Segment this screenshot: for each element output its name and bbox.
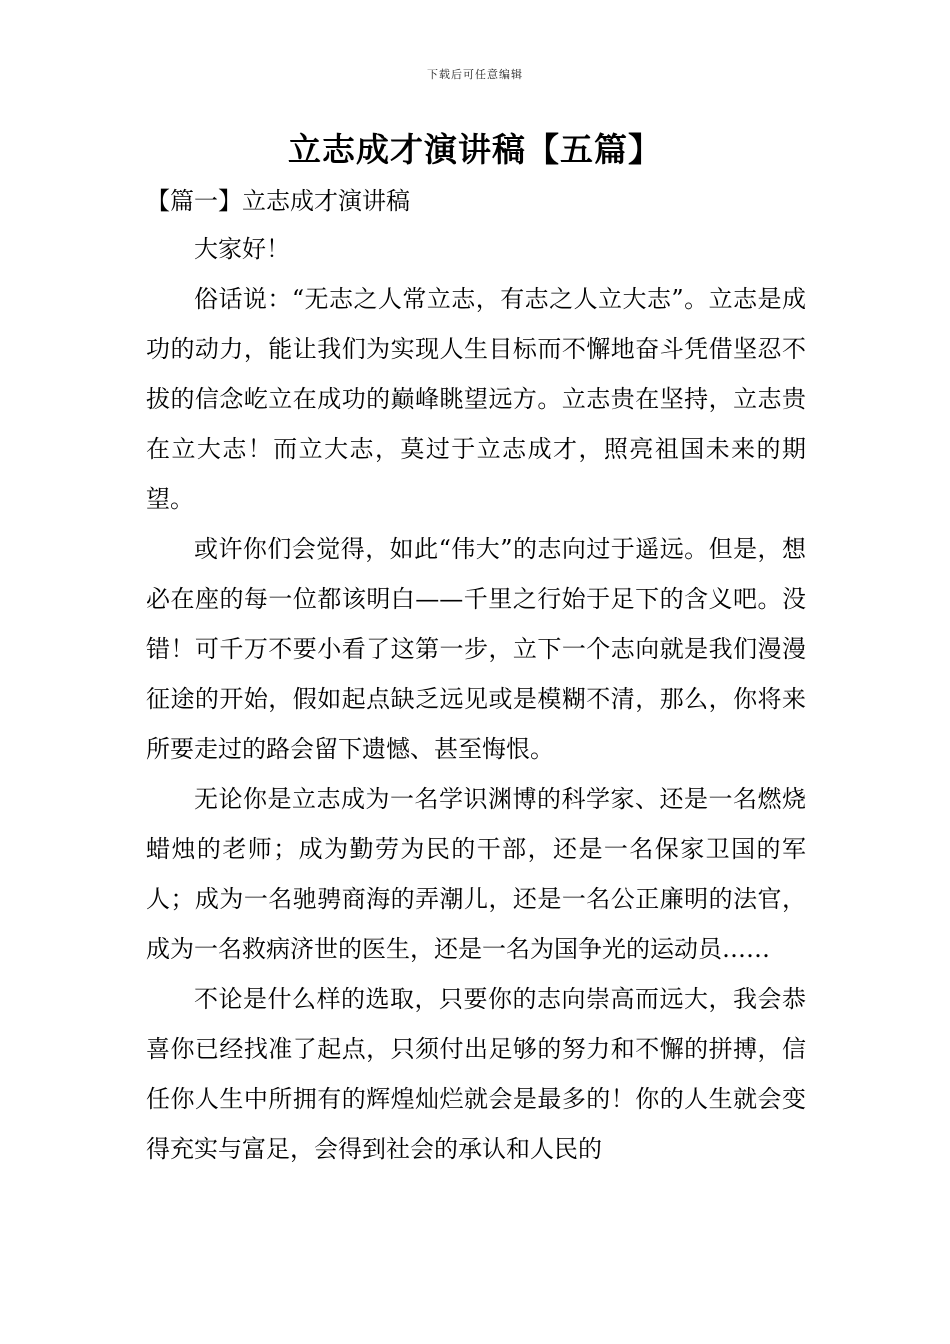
document-body — [146, 224, 806, 1174]
paragraph: 不论是什么样的选取，只要你的志向崇高而远大，我会恭喜你已经找准了起点，只须付出足够的努力和不懈的拼搏，信任你人生中所拥有的辉煌灿烂就会是最多的！你的人生就会变得充实与富足，会得到社会的承认和人民的 — [146, 985, 806, 1163]
section-heading: 【篇一】立志成才演讲稿 — [146, 187, 410, 215]
paragraph: 或许你们会觉得，如此“伟大”的志向过于遥远。但是，想必在座的每一位都该明白——千里之行始于足下的含义吧。没错！可千万不要小看了这第一步，立下一个志向就是我们漫漫征途的开始，假如起点缺乏远见或是模糊不清，那么，你将来所要走过的路会留下遗憾、甚至悔恨。 — [146, 535, 806, 763]
header-note: 下载后可任意编辑 — [427, 68, 523, 81]
paragraph-greeting: 大家好！ — [194, 235, 290, 263]
document-title: 立志成才演讲稿【五篇】 — [288, 130, 662, 169]
paragraph: 无论你是立志成为一名学识渊博的科学家、还是一名燃烧蜡烛的老师；成为勤劳为民的干部，还是一名保家卫国的军人；成为一名驰骋商海的弄潮儿，还是一名公正廉明的法官，成为一名救病济世的医生，还是一名为国争光的运动员…… — [146, 785, 806, 963]
paragraph: 俗话说：“无志之人常立志，有志之人立大志”。立志是成功的动力，能让我们为实现人生目标而不懈地奋斗凭借坚忍不拔的信念屹立在成功的巅峰眺望远方。立志贵在坚持，立志贵在立大志！而立大志，莫过于立志成才，照亮祖国未来的期望。 — [146, 285, 806, 513]
